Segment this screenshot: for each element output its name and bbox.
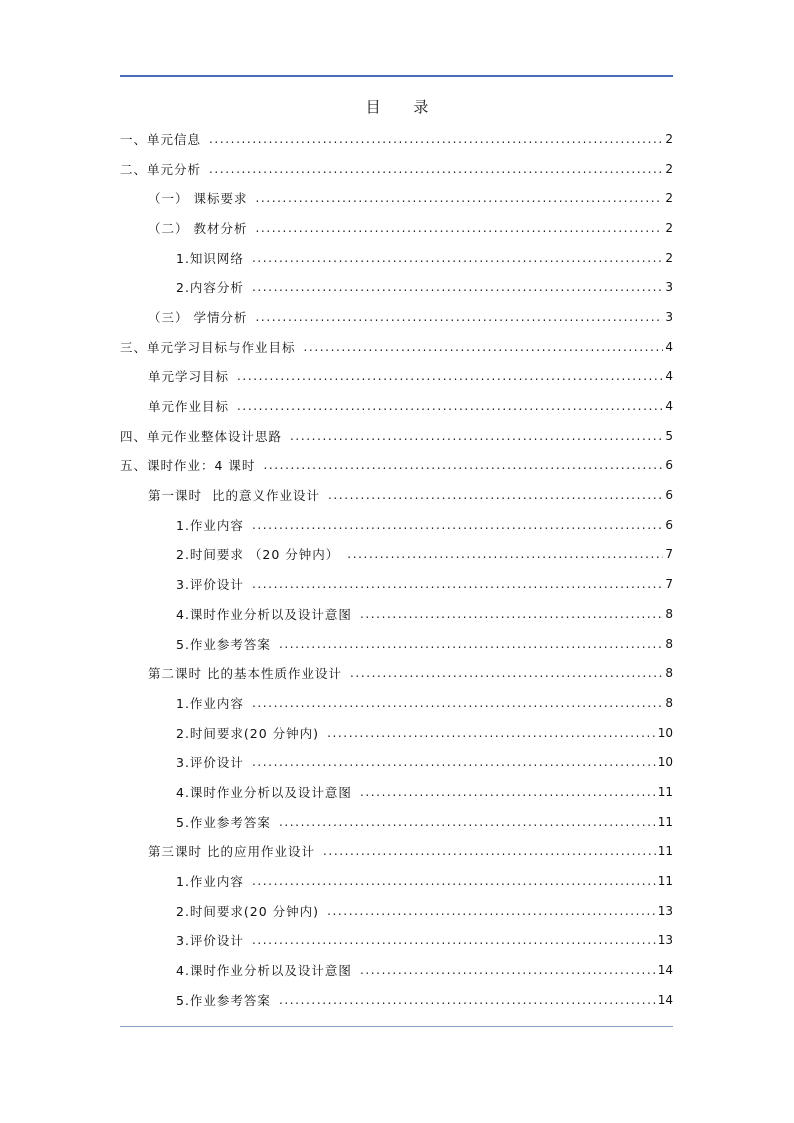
- toc-dot-leader: [209, 132, 663, 146]
- toc-entry[interactable]: [120, 213, 673, 243]
- toc-entry-page-number: 2: [665, 131, 673, 146]
- toc-entry-label: 5.作业参考答案: [176, 636, 271, 652]
- toc-dot-leader: [252, 518, 663, 532]
- toc-dot-leader: [290, 429, 663, 443]
- toc-entry-page-number: 2: [665, 161, 673, 176]
- toc-entry[interactable]: [120, 451, 673, 481]
- toc-entry-page-number: 4: [665, 339, 673, 354]
- toc-entry[interactable]: [120, 599, 673, 629]
- toc-entry[interactable]: [120, 362, 673, 392]
- toc-dot-leader: [360, 963, 656, 977]
- toc-entry[interactable]: [120, 688, 673, 718]
- toc-entry-label: 2.内容分析: [176, 280, 244, 296]
- toc-entry-label: 1.作业内容: [176, 517, 244, 533]
- toc-entry-label: 5.作业参考答案: [176, 814, 271, 830]
- toc-entry-page-number: 3: [665, 309, 673, 324]
- toc-entry-label: 4.课时作业分析以及设计意图: [176, 606, 352, 622]
- toc-dot-leader: [209, 162, 663, 176]
- toc-entry[interactable]: [120, 807, 673, 837]
- toc-entry[interactable]: [120, 480, 673, 510]
- toc-entry[interactable]: [120, 332, 673, 362]
- toc-entry[interactable]: [120, 154, 673, 184]
- toc-dot-leader: [252, 696, 663, 710]
- toc-entry[interactable]: [120, 302, 673, 332]
- toc-entry-label: 四、单元作业整体设计思路: [120, 428, 283, 444]
- toc-entry-label: （二） 教材分析: [148, 220, 248, 236]
- toc-entry-label: （一） 课标要求: [148, 191, 248, 207]
- toc-entry-label: 第三课时 比的应用作业设计: [148, 844, 315, 860]
- toc-entry-label: 三、单元学习目标与作业目标: [120, 339, 296, 355]
- toc-entry-page-number: 6: [665, 517, 673, 532]
- toc-entry-label: 5.作业参考答案: [176, 992, 271, 1008]
- toc-entry-label: 五、课时作业：4 课时: [120, 458, 256, 474]
- toc-dot-leader: [252, 251, 663, 265]
- toc-entry-label: （三） 学情分析: [148, 309, 248, 325]
- toc-entry[interactable]: [120, 510, 673, 540]
- toc-entry-page-number: 2: [665, 250, 673, 265]
- toc-entry[interactable]: [120, 896, 673, 926]
- toc-entry[interactable]: [120, 837, 673, 867]
- toc-entry-label: 4.课时作业分析以及设计意图: [176, 784, 352, 800]
- toc-entry[interactable]: [120, 718, 673, 748]
- page-title: 目 录: [365, 98, 443, 116]
- toc-dot-leader: [255, 310, 663, 324]
- toc-entry[interactable]: [120, 985, 673, 1015]
- toc-dot-leader: [360, 785, 656, 799]
- toc-entry-page-number: 11: [657, 814, 673, 829]
- toc-entry-page-number: 2: [665, 220, 673, 235]
- table-of-contents: [120, 124, 673, 1015]
- toc-entry-label: 2.时间要求 （20 分钟内）: [176, 547, 340, 563]
- toc-entry[interactable]: [120, 421, 673, 451]
- toc-entry-label: 3.评价设计: [176, 577, 244, 593]
- toc-dot-leader: [304, 340, 664, 354]
- toc-entry[interactable]: [120, 747, 673, 777]
- toc-entry-page-number: 11: [657, 874, 673, 889]
- toc-entry-label: 单元作业目标: [148, 399, 230, 415]
- toc-entry-page-number: 14: [657, 992, 673, 1007]
- toc-entry[interactable]: [120, 955, 673, 985]
- toc-entry-label: 1.作业内容: [176, 874, 244, 890]
- toc-entry[interactable]: [120, 540, 673, 570]
- toc-dot-leader: [328, 488, 663, 502]
- toc-entry-page-number: 7: [665, 577, 673, 592]
- toc-entry[interactable]: [120, 777, 673, 807]
- toc-entry[interactable]: [120, 243, 673, 273]
- toc-entry[interactable]: [120, 183, 673, 213]
- toc-dot-leader: [279, 815, 656, 829]
- toc-dot-leader: [252, 755, 656, 769]
- toc-entry-page-number: 10: [657, 755, 673, 770]
- toc-dot-leader: [327, 726, 656, 740]
- toc-dot-leader: [327, 904, 656, 918]
- toc-entry-label: 3.评价设计: [176, 755, 244, 771]
- toc-entry-label: 3.评价设计: [176, 933, 244, 949]
- toc-dot-leader: [252, 933, 656, 947]
- toc-entry-page-number: 4: [665, 399, 673, 414]
- toc-entry-label: 1.作业内容: [176, 695, 244, 711]
- toc-entry-page-number: 3: [665, 280, 673, 295]
- toc-entry-label: 2.时间要求(20 分钟内): [176, 903, 320, 919]
- toc-entry[interactable]: [120, 866, 673, 896]
- toc-entry-label: 1.知识网络: [176, 250, 244, 266]
- toc-entry[interactable]: [120, 272, 673, 302]
- toc-entry-label: 第一课时 比的意义作业设计: [148, 488, 320, 504]
- toc-entry-page-number: 13: [657, 903, 673, 918]
- toc-dot-leader: [252, 577, 663, 591]
- toc-dot-leader: [350, 666, 663, 680]
- footer-rule: [120, 1026, 673, 1027]
- toc-entry-label: 第二课时 比的基本性质作业设计: [148, 666, 342, 682]
- toc-dot-leader: [237, 399, 663, 413]
- toc-dot-leader: [323, 844, 656, 858]
- toc-entry-page-number: 10: [657, 725, 673, 740]
- toc-entry[interactable]: [120, 629, 673, 659]
- toc-entry-label: 4.课时作业分析以及设计意图: [176, 963, 352, 979]
- toc-dot-leader: [252, 874, 656, 888]
- toc-entry[interactable]: [120, 569, 673, 599]
- toc-entry-page-number: 8: [665, 636, 673, 651]
- toc-entry-page-number: 11: [657, 844, 673, 859]
- toc-dot-leader: [347, 547, 663, 561]
- toc-entry-label: 一、单元信息: [120, 131, 202, 147]
- toc-dot-leader: [255, 221, 663, 235]
- toc-entry-label: 2.时间要求(20 分钟内): [176, 725, 320, 741]
- toc-entry-page-number: 13: [657, 933, 673, 948]
- toc-dot-leader: [279, 993, 656, 1007]
- toc-entry[interactable]: [120, 658, 673, 688]
- toc-entry-page-number: 7: [665, 547, 673, 562]
- toc-entry-page-number: 5: [665, 428, 673, 443]
- toc-entry-label: 单元学习目标: [148, 369, 230, 385]
- toc-entry-page-number: 14: [657, 963, 673, 978]
- toc-entry-page-number: 6: [665, 458, 673, 473]
- toc-dot-leader: [255, 191, 663, 205]
- toc-entry-page-number: 11: [657, 784, 673, 799]
- toc-entry-page-number: 8: [665, 606, 673, 621]
- toc-entry-page-number: 8: [665, 666, 673, 681]
- toc-entry-page-number: 6: [665, 488, 673, 503]
- toc-entry-page-number: 8: [665, 695, 673, 710]
- toc-entry-page-number: 2: [665, 191, 673, 206]
- toc-dot-leader: [263, 458, 663, 472]
- toc-dot-leader: [237, 369, 663, 383]
- header-rule: [120, 75, 673, 77]
- toc-entry[interactable]: [120, 391, 673, 421]
- toc-dot-leader: [360, 607, 663, 621]
- toc-entry-label: 二、单元分析: [120, 161, 202, 177]
- toc-entry[interactable]: [120, 124, 673, 154]
- toc-entry[interactable]: [120, 926, 673, 956]
- toc-dot-leader: [279, 637, 663, 651]
- toc-entry-page-number: 4: [665, 369, 673, 384]
- toc-dot-leader: [252, 280, 663, 294]
